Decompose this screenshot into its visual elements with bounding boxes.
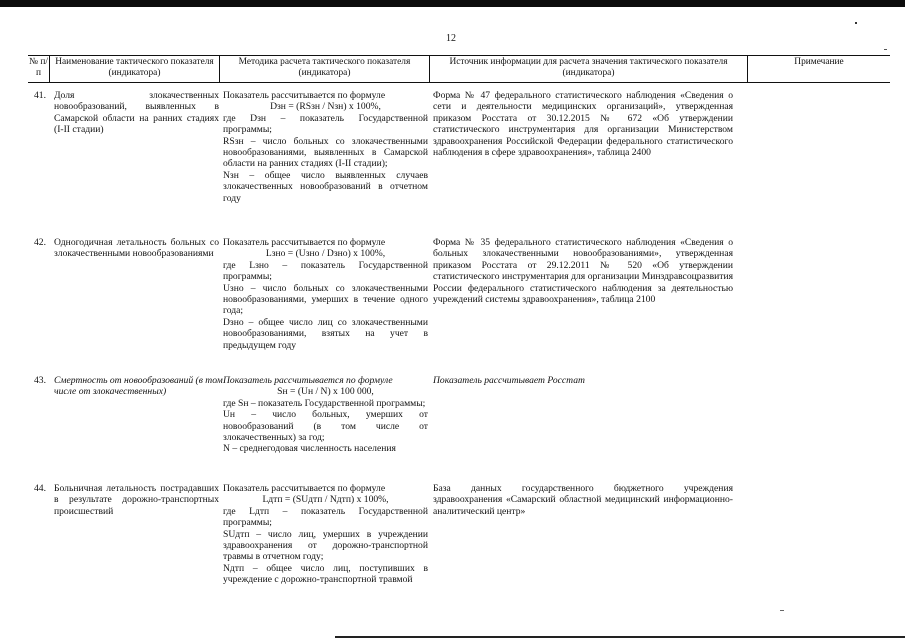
- source-cell: Показатель рассчитывает Росстат: [433, 375, 585, 386]
- method-line: Показатель рассчитывается по формуле: [223, 483, 386, 494]
- method-line: Uзно – число больных со злокачественными новообразованиями, умерших в течение одного года;: [223, 282, 428, 317]
- method-line: Показатель рассчитывается по формуле: [223, 375, 393, 386]
- page-number: 12: [446, 33, 456, 44]
- header-method: Методика расчета тактического показателя (индикатора): [220, 56, 430, 82]
- method-line: где Dзн – показатель Государственной программы;: [223, 112, 428, 136]
- source-cell: База данных государственного бюджетного учреждения здравоохранения «Самарский областной медицинский информационно-аналитический центр»: [433, 483, 733, 517]
- method-cell: [223, 375, 428, 455]
- scan-mark: [780, 610, 784, 611]
- method-line: Показатель рассчитывается по формуле: [223, 90, 386, 101]
- header-source: Источник информации для расчета значения тактического показателя (индикатора): [430, 56, 748, 82]
- formula: Sн = (Uн / N) х 100 000,: [277, 386, 374, 398]
- method-line: Nзн – общее число выявленных случаев злокачественных новообразований в отчетном году: [223, 169, 428, 204]
- method-cell: [223, 483, 428, 586]
- indicator-name: Смертность от новообразований (в том числе от злокачественных): [54, 375, 223, 398]
- method-line: SUдтп – число лиц, умерших в учреждении здравоохранения от дорожно-транспортной травмы в отчетном году;: [223, 528, 428, 563]
- scan-top-border: [0, 0, 905, 7]
- indicator-name: Доля злокачественных новообразований, выявленных в Самарской области на ранних стадиях (I-II стадии): [54, 90, 219, 136]
- row-number: 43.: [34, 375, 46, 386]
- method-line: где Sн – показатель Государственной программы;: [223, 397, 426, 409]
- source-cell: Форма № 47 федерального статистического наблюдения «Сведения о сети и деятельности медицинских организаций», утвержденная приказом Росстата от 30.12.2015 № 672 «Об утверждении статистического инструментария для организации Министерством здравоохранения Российской Федерации федерального статистического наблюдения в сфере здравоохранения», таблица 2400: [433, 90, 733, 159]
- scan-mark: [884, 49, 887, 50]
- formula: Lдтп = (SUдтп / Nдтп) х 100%,: [262, 494, 389, 506]
- formula: Lзно = (Uзно / Dзно) х 100%,: [265, 248, 386, 260]
- method-line: Nдтп – общее число лиц, поступивших в учреждение с дорожно-транспортной травмой: [223, 562, 428, 586]
- row-number: 41.: [34, 90, 46, 101]
- method-line: Uн – число больных, умерших от новообразований (в том числе от злокачественных) за год;: [223, 409, 428, 444]
- method-line: RSзн – число больных со злокачественными новообразованиями, выявленных в Самарской области на ранних стадиях (I-II стадии);: [223, 135, 428, 170]
- source-cell: Форма № 35 федерального статистического наблюдения «Сведения о больных злокачественными новообразованиями», утвержденная приказом Росстата от 29.12.2011 № 520 «Об утверждении статистического инструментария для организации Минздравсоцразвития России федерального статистического наблюдения за деятельностью учреждений системы здравоохранения», таблица 2100: [433, 237, 733, 306]
- method-line: N – среднегодовая численность населения: [223, 443, 396, 455]
- method-line: Dзно – общее число лиц со злокачественными новообразованиями, взятых на учет в предыдущем году: [223, 316, 428, 351]
- row-number: 42.: [34, 237, 46, 248]
- header-note: Примечание: [794, 57, 844, 67]
- method-cell: [223, 237, 428, 351]
- header-name: Наименование тактического показателя (индикатора): [50, 56, 220, 82]
- formula: Dзн = (RSзн / Nзн) х 100%,: [270, 101, 381, 113]
- method-cell: [223, 90, 428, 204]
- indicator-name: Одногодичная летальность больных со злокачественными новообразованиями: [54, 237, 219, 260]
- method-line: где Lзно – показатель Государственной программы;: [223, 259, 428, 283]
- method-line: где Lдтп – показатель Государственной программы;: [223, 505, 428, 529]
- indicator-name: Больничная летальность пострадавших в результате дорожно-транспортных происшествий: [54, 483, 219, 517]
- method-line: Показатель рассчитывается по формуле: [223, 237, 386, 248]
- row-number: 44.: [34, 483, 46, 494]
- table-header: [28, 55, 890, 83]
- scan-mark: [855, 22, 857, 24]
- scan-bottom-border: [335, 636, 905, 638]
- header-num: № п/п: [28, 56, 50, 82]
